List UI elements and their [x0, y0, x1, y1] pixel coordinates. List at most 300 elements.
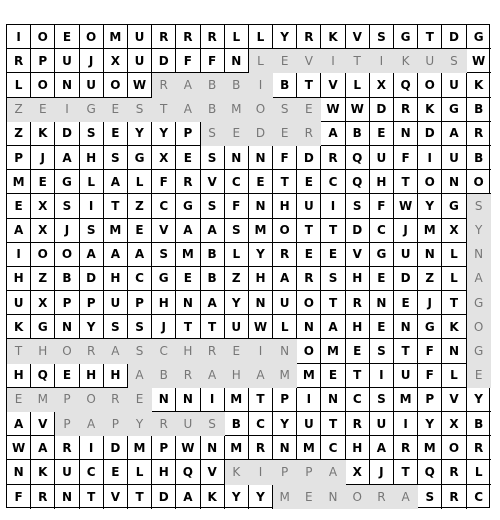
- grid-cell[interactable]: R: [7, 49, 31, 73]
- grid-cell[interactable]: G: [467, 25, 491, 49]
- grid-cell[interactable]: D: [442, 25, 466, 49]
- grid-cell[interactable]: M: [273, 364, 297, 388]
- grid-cell[interactable]: F: [394, 146, 418, 170]
- grid-cell[interactable]: P: [273, 388, 297, 412]
- grid-cell[interactable]: N: [7, 460, 31, 484]
- grid-cell[interactable]: D: [418, 122, 442, 146]
- grid-cell[interactable]: G: [128, 146, 152, 170]
- grid-cell[interactable]: O: [418, 73, 442, 97]
- grid-cell[interactable]: Q: [176, 460, 200, 484]
- grid-cell[interactable]: S: [346, 194, 370, 218]
- grid-cell[interactable]: S: [128, 315, 152, 339]
- grid-cell[interactable]: R: [467, 436, 491, 460]
- grid-cell[interactable]: S: [152, 243, 176, 267]
- grid-cell[interactable]: O: [31, 25, 55, 49]
- grid-cell[interactable]: C: [128, 267, 152, 291]
- grid-cell[interactable]: P: [80, 291, 104, 315]
- grid-cell[interactable]: E: [176, 267, 200, 291]
- grid-cell[interactable]: Q: [346, 146, 370, 170]
- grid-cell[interactable]: R: [394, 436, 418, 460]
- grid-cell[interactable]: X: [31, 291, 55, 315]
- grid-cell[interactable]: N: [249, 146, 273, 170]
- grid-cell[interactable]: R: [467, 122, 491, 146]
- grid-cell[interactable]: T: [297, 219, 321, 243]
- grid-cell[interactable]: N: [176, 388, 200, 412]
- grid-cell[interactable]: L: [467, 460, 491, 484]
- grid-cell[interactable]: L: [346, 73, 370, 97]
- grid-cell[interactable]: E: [104, 460, 128, 484]
- grid-cell[interactable]: C: [225, 170, 249, 194]
- grid-cell[interactable]: U: [370, 146, 394, 170]
- grid-cell[interactable]: F: [418, 364, 442, 388]
- grid-cell[interactable]: H: [80, 364, 104, 388]
- grid-cell[interactable]: E: [321, 243, 345, 267]
- grid-cell[interactable]: P: [55, 388, 79, 412]
- grid-cell[interactable]: N: [418, 243, 442, 267]
- grid-cell[interactable]: C: [80, 460, 104, 484]
- grid-cell[interactable]: F: [152, 170, 176, 194]
- grid-cell[interactable]: P: [273, 460, 297, 484]
- grid-cell[interactable]: N: [297, 315, 321, 339]
- grid-cell[interactable]: U: [7, 291, 31, 315]
- grid-cell[interactable]: Q: [31, 364, 55, 388]
- grid-cell[interactable]: H: [176, 339, 200, 363]
- grid-cell[interactable]: N: [273, 436, 297, 460]
- grid-cell[interactable]: L: [225, 243, 249, 267]
- grid-cell[interactable]: L: [442, 364, 466, 388]
- grid-cell[interactable]: X: [370, 73, 394, 97]
- grid-cell[interactable]: R: [321, 146, 345, 170]
- grid-cell[interactable]: N: [442, 170, 466, 194]
- grid-cell[interactable]: M: [176, 243, 200, 267]
- grid-cell[interactable]: V: [321, 73, 345, 97]
- grid-cell[interactable]: L: [442, 243, 466, 267]
- grid-cell[interactable]: I: [201, 388, 225, 412]
- grid-cell[interactable]: S: [104, 315, 128, 339]
- grid-cell[interactable]: U: [370, 412, 394, 436]
- grid-cell[interactable]: I: [7, 243, 31, 267]
- grid-cell[interactable]: I: [249, 73, 273, 97]
- grid-cell[interactable]: G: [176, 194, 200, 218]
- grid-cell[interactable]: B: [201, 243, 225, 267]
- grid-cell[interactable]: G: [55, 170, 79, 194]
- grid-cell[interactable]: Z: [418, 267, 442, 291]
- grid-cell[interactable]: H: [346, 315, 370, 339]
- grid-cell[interactable]: U: [55, 49, 79, 73]
- grid-cell[interactable]: E: [176, 146, 200, 170]
- grid-cell[interactable]: N: [225, 146, 249, 170]
- grid-cell[interactable]: O: [467, 315, 491, 339]
- grid-cell[interactable]: J: [418, 291, 442, 315]
- grid-cell[interactable]: D: [55, 122, 79, 146]
- grid-cell[interactable]: N: [321, 485, 345, 509]
- grid-cell[interactable]: M: [273, 485, 297, 509]
- grid-cell[interactable]: Z: [225, 267, 249, 291]
- grid-cell[interactable]: G: [152, 267, 176, 291]
- grid-cell[interactable]: L: [225, 25, 249, 49]
- grid-cell[interactable]: T: [80, 485, 104, 509]
- grid-cell[interactable]: S: [321, 267, 345, 291]
- grid-cell[interactable]: R: [297, 122, 321, 146]
- grid-cell[interactable]: D: [249, 122, 273, 146]
- grid-cell[interactable]: M: [297, 436, 321, 460]
- grid-cell[interactable]: A: [201, 219, 225, 243]
- grid-cell[interactable]: R: [55, 436, 79, 460]
- grid-cell[interactable]: U: [418, 49, 442, 73]
- grid-cell[interactable]: B: [273, 73, 297, 97]
- grid-cell[interactable]: H: [249, 267, 273, 291]
- grid-cell[interactable]: A: [176, 219, 200, 243]
- grid-cell[interactable]: A: [104, 243, 128, 267]
- grid-cell[interactable]: H: [152, 291, 176, 315]
- grid-cell[interactable]: J: [152, 315, 176, 339]
- grid-cell[interactable]: U: [80, 73, 104, 97]
- grid-cell[interactable]: J: [31, 146, 55, 170]
- grid-cell[interactable]: R: [297, 267, 321, 291]
- grid-cell[interactable]: T: [346, 364, 370, 388]
- grid-cell[interactable]: K: [201, 485, 225, 509]
- grid-cell[interactable]: X: [31, 219, 55, 243]
- grid-cell[interactable]: N: [321, 388, 345, 412]
- grid-cell[interactable]: S: [370, 339, 394, 363]
- grid-cell[interactable]: T: [321, 219, 345, 243]
- grid-cell[interactable]: I: [80, 194, 104, 218]
- grid-cell[interactable]: E: [467, 364, 491, 388]
- grid-cell[interactable]: R: [442, 485, 466, 509]
- grid-cell[interactable]: Y: [273, 412, 297, 436]
- grid-cell[interactable]: S: [201, 122, 225, 146]
- grid-cell[interactable]: E: [297, 243, 321, 267]
- grid-cell[interactable]: L: [80, 170, 104, 194]
- grid-cell[interactable]: U: [442, 73, 466, 97]
- grid-cell[interactable]: E: [273, 122, 297, 146]
- grid-cell[interactable]: B: [201, 98, 225, 122]
- grid-cell[interactable]: S: [128, 98, 152, 122]
- grid-cell[interactable]: U: [297, 194, 321, 218]
- grid-cell[interactable]: F: [273, 146, 297, 170]
- grid-cell[interactable]: O: [249, 98, 273, 122]
- grid-cell[interactable]: Q: [418, 460, 442, 484]
- grid-cell[interactable]: I: [394, 412, 418, 436]
- grid-cell[interactable]: U: [442, 146, 466, 170]
- grid-cell[interactable]: A: [31, 436, 55, 460]
- grid-cell[interactable]: R: [370, 485, 394, 509]
- grid-cell[interactable]: E: [104, 98, 128, 122]
- grid-cell[interactable]: Y: [467, 219, 491, 243]
- grid-cell[interactable]: T: [7, 339, 31, 363]
- grid-cell[interactable]: W: [176, 436, 200, 460]
- grid-cell[interactable]: Z: [31, 267, 55, 291]
- grid-cell[interactable]: U: [128, 49, 152, 73]
- grid-cell[interactable]: E: [321, 364, 345, 388]
- grid-cell[interactable]: B: [201, 267, 225, 291]
- grid-cell[interactable]: A: [273, 267, 297, 291]
- grid-cell[interactable]: J: [80, 49, 104, 73]
- grid-cell[interactable]: A: [128, 364, 152, 388]
- grid-cell[interactable]: B: [467, 98, 491, 122]
- grid-cell[interactable]: Y: [80, 315, 104, 339]
- grid-cell[interactable]: K: [31, 122, 55, 146]
- grid-cell[interactable]: U: [297, 412, 321, 436]
- grid-cell[interactable]: S: [225, 219, 249, 243]
- grid-cell[interactable]: A: [442, 122, 466, 146]
- grid-cell[interactable]: V: [442, 388, 466, 412]
- grid-cell[interactable]: Y: [249, 485, 273, 509]
- grid-cell[interactable]: I: [55, 98, 79, 122]
- grid-cell[interactable]: G: [370, 243, 394, 267]
- grid-cell[interactable]: S: [467, 194, 491, 218]
- grid-cell[interactable]: M: [249, 219, 273, 243]
- grid-cell[interactable]: T: [273, 170, 297, 194]
- grid-cell[interactable]: Q: [346, 170, 370, 194]
- grid-cell[interactable]: T: [104, 194, 128, 218]
- grid-cell[interactable]: P: [152, 436, 176, 460]
- grid-cell[interactable]: E: [346, 339, 370, 363]
- grid-cell[interactable]: N: [55, 315, 79, 339]
- grid-cell[interactable]: C: [321, 436, 345, 460]
- grid-cell[interactable]: P: [55, 412, 79, 436]
- grid-cell[interactable]: H: [346, 267, 370, 291]
- grid-cell[interactable]: Y: [467, 388, 491, 412]
- grid-cell[interactable]: T: [249, 388, 273, 412]
- grid-cell[interactable]: Y: [418, 194, 442, 218]
- grid-cell[interactable]: R: [394, 98, 418, 122]
- grid-cell[interactable]: O: [273, 219, 297, 243]
- grid-cell[interactable]: M: [225, 388, 249, 412]
- grid-cell[interactable]: T: [128, 485, 152, 509]
- grid-cell[interactable]: M: [418, 436, 442, 460]
- grid-cell[interactable]: S: [201, 412, 225, 436]
- grid-cell[interactable]: H: [31, 339, 55, 363]
- grid-cell[interactable]: E: [249, 170, 273, 194]
- grid-cell[interactable]: D: [370, 98, 394, 122]
- grid-cell[interactable]: O: [55, 339, 79, 363]
- grid-cell[interactable]: R: [346, 291, 370, 315]
- grid-cell[interactable]: G: [418, 315, 442, 339]
- grid-cell[interactable]: A: [321, 460, 345, 484]
- grid-cell[interactable]: O: [418, 170, 442, 194]
- grid-cell[interactable]: R: [152, 412, 176, 436]
- grid-cell[interactable]: E: [297, 170, 321, 194]
- grid-cell[interactable]: Z: [7, 122, 31, 146]
- grid-cell[interactable]: X: [346, 460, 370, 484]
- grid-cell[interactable]: A: [321, 315, 345, 339]
- grid-cell[interactable]: I: [418, 146, 442, 170]
- grid-cell[interactable]: O: [346, 485, 370, 509]
- grid-cell[interactable]: W: [7, 436, 31, 460]
- grid-cell[interactable]: M: [321, 339, 345, 363]
- grid-cell[interactable]: E: [104, 122, 128, 146]
- grid-cell[interactable]: P: [55, 291, 79, 315]
- grid-cell[interactable]: G: [80, 98, 104, 122]
- grid-cell[interactable]: N: [249, 291, 273, 315]
- grid-cell[interactable]: Z: [7, 98, 31, 122]
- grid-cell[interactable]: V: [297, 49, 321, 73]
- grid-cell[interactable]: A: [128, 243, 152, 267]
- grid-cell[interactable]: V: [152, 219, 176, 243]
- grid-cell[interactable]: D: [80, 267, 104, 291]
- grid-cell[interactable]: T: [346, 49, 370, 73]
- grid-cell[interactable]: S: [104, 146, 128, 170]
- grid-cell[interactable]: K: [31, 460, 55, 484]
- grid-cell[interactable]: R: [152, 73, 176, 97]
- grid-cell[interactable]: U: [128, 25, 152, 49]
- grid-cell[interactable]: A: [80, 243, 104, 267]
- grid-cell[interactable]: R: [442, 460, 466, 484]
- grid-cell[interactable]: U: [104, 291, 128, 315]
- grid-cell[interactable]: N: [176, 291, 200, 315]
- grid-cell[interactable]: Q: [394, 73, 418, 97]
- grid-cell[interactable]: Y: [128, 122, 152, 146]
- grid-cell[interactable]: O: [55, 243, 79, 267]
- grid-cell[interactable]: B: [201, 73, 225, 97]
- grid-cell[interactable]: C: [152, 339, 176, 363]
- grid-cell[interactable]: W: [128, 73, 152, 97]
- grid-cell[interactable]: O: [80, 388, 104, 412]
- grid-cell[interactable]: Y: [128, 412, 152, 436]
- grid-cell[interactable]: I: [370, 364, 394, 388]
- grid-cell[interactable]: O: [104, 73, 128, 97]
- grid-cell[interactable]: J: [394, 219, 418, 243]
- grid-cell[interactable]: X: [442, 412, 466, 436]
- grid-cell[interactable]: O: [442, 436, 466, 460]
- grid-cell[interactable]: H: [273, 194, 297, 218]
- grid-cell[interactable]: T: [152, 98, 176, 122]
- grid-cell[interactable]: I: [249, 460, 273, 484]
- grid-cell[interactable]: U: [225, 315, 249, 339]
- grid-cell[interactable]: W: [249, 315, 273, 339]
- grid-cell[interactable]: M: [225, 98, 249, 122]
- grid-cell[interactable]: X: [104, 49, 128, 73]
- grid-cell[interactable]: D: [152, 485, 176, 509]
- grid-cell[interactable]: N: [442, 339, 466, 363]
- grid-cell[interactable]: A: [176, 73, 200, 97]
- grid-cell[interactable]: H: [225, 364, 249, 388]
- grid-cell[interactable]: L: [273, 315, 297, 339]
- grid-cell[interactable]: Y: [225, 485, 249, 509]
- grid-cell[interactable]: D: [394, 267, 418, 291]
- grid-cell[interactable]: F: [7, 485, 31, 509]
- grid-cell[interactable]: B: [467, 412, 491, 436]
- grid-cell[interactable]: O: [467, 170, 491, 194]
- grid-cell[interactable]: D: [297, 146, 321, 170]
- grid-cell[interactable]: K: [225, 460, 249, 484]
- grid-cell[interactable]: V: [31, 412, 55, 436]
- grid-cell[interactable]: A: [176, 98, 200, 122]
- grid-cell[interactable]: N: [201, 436, 225, 460]
- grid-cell[interactable]: E: [31, 98, 55, 122]
- grid-cell[interactable]: A: [201, 291, 225, 315]
- grid-cell[interactable]: F: [418, 339, 442, 363]
- grid-cell[interactable]: G: [467, 339, 491, 363]
- grid-cell[interactable]: S: [370, 388, 394, 412]
- grid-cell[interactable]: T: [394, 170, 418, 194]
- grid-cell[interactable]: C: [152, 194, 176, 218]
- grid-cell[interactable]: I: [321, 49, 345, 73]
- grid-cell[interactable]: A: [7, 219, 31, 243]
- grid-cell[interactable]: S: [80, 219, 104, 243]
- grid-cell[interactable]: W: [346, 98, 370, 122]
- grid-cell[interactable]: O: [80, 25, 104, 49]
- grid-cell[interactable]: S: [80, 122, 104, 146]
- grid-cell[interactable]: E: [128, 219, 152, 243]
- grid-cell[interactable]: B: [225, 412, 249, 436]
- grid-cell[interactable]: M: [128, 436, 152, 460]
- grid-cell[interactable]: U: [394, 243, 418, 267]
- grid-cell[interactable]: W: [467, 49, 491, 73]
- grid-cell[interactable]: X: [31, 194, 55, 218]
- grid-cell[interactable]: R: [297, 25, 321, 49]
- grid-cell[interactable]: E: [297, 98, 321, 122]
- grid-cell[interactable]: E: [370, 267, 394, 291]
- grid-cell[interactable]: R: [273, 243, 297, 267]
- grid-cell[interactable]: A: [370, 436, 394, 460]
- grid-cell[interactable]: R: [176, 25, 200, 49]
- grid-cell[interactable]: O: [31, 243, 55, 267]
- grid-cell[interactable]: W: [394, 194, 418, 218]
- grid-cell[interactable]: E: [55, 25, 79, 49]
- grid-cell[interactable]: H: [80, 146, 104, 170]
- grid-cell[interactable]: R: [201, 25, 225, 49]
- grid-cell[interactable]: S: [128, 339, 152, 363]
- grid-cell[interactable]: K: [321, 25, 345, 49]
- grid-cell[interactable]: C: [321, 170, 345, 194]
- grid-cell[interactable]: N: [225, 49, 249, 73]
- grid-cell[interactable]: M: [31, 388, 55, 412]
- grid-cell[interactable]: E: [370, 315, 394, 339]
- grid-cell[interactable]: C: [474, 489, 484, 504]
- grid-cell[interactable]: P: [128, 291, 152, 315]
- grid-cell[interactable]: I: [321, 194, 345, 218]
- grid-cell[interactable]: V: [346, 243, 370, 267]
- grid-cell[interactable]: U: [176, 412, 200, 436]
- grid-cell[interactable]: X: [442, 219, 466, 243]
- grid-cell[interactable]: E: [225, 122, 249, 146]
- grid-cell[interactable]: L: [128, 460, 152, 484]
- grid-cell[interactable]: M: [418, 219, 442, 243]
- grid-cell[interactable]: B: [225, 73, 249, 97]
- grid-cell[interactable]: R: [31, 485, 55, 509]
- grid-cell[interactable]: N: [249, 194, 273, 218]
- grid-cell[interactable]: E: [128, 388, 152, 412]
- grid-cell[interactable]: J: [55, 219, 79, 243]
- grid-cell[interactable]: T: [176, 315, 200, 339]
- grid-cell[interactable]: V: [104, 485, 128, 509]
- grid-cell[interactable]: P: [7, 146, 31, 170]
- grid-cell[interactable]: H: [152, 460, 176, 484]
- grid-cell[interactable]: Y: [273, 25, 297, 49]
- grid-cell[interactable]: B: [467, 146, 491, 170]
- grid-cell[interactable]: P: [418, 388, 442, 412]
- grid-cell[interactable]: R: [80, 339, 104, 363]
- grid-cell[interactable]: T: [297, 73, 321, 97]
- grid-cell[interactable]: Y: [152, 122, 176, 146]
- grid-cell[interactable]: A: [394, 485, 418, 509]
- grid-cell[interactable]: S: [442, 49, 466, 73]
- grid-cell[interactable]: T: [201, 315, 225, 339]
- grid-cell[interactable]: W: [321, 98, 345, 122]
- grid-cell[interactable]: F: [176, 49, 200, 73]
- grid-cell[interactable]: V: [201, 170, 225, 194]
- grid-cell[interactable]: R: [176, 170, 200, 194]
- grid-cell[interactable]: B: [346, 122, 370, 146]
- grid-cell[interactable]: E: [55, 364, 79, 388]
- grid-cell[interactable]: G: [442, 98, 466, 122]
- grid-cell[interactable]: F: [225, 194, 249, 218]
- grid-cell[interactable]: H: [346, 436, 370, 460]
- grid-cell[interactable]: M: [225, 436, 249, 460]
- grid-cell[interactable]: I: [297, 388, 321, 412]
